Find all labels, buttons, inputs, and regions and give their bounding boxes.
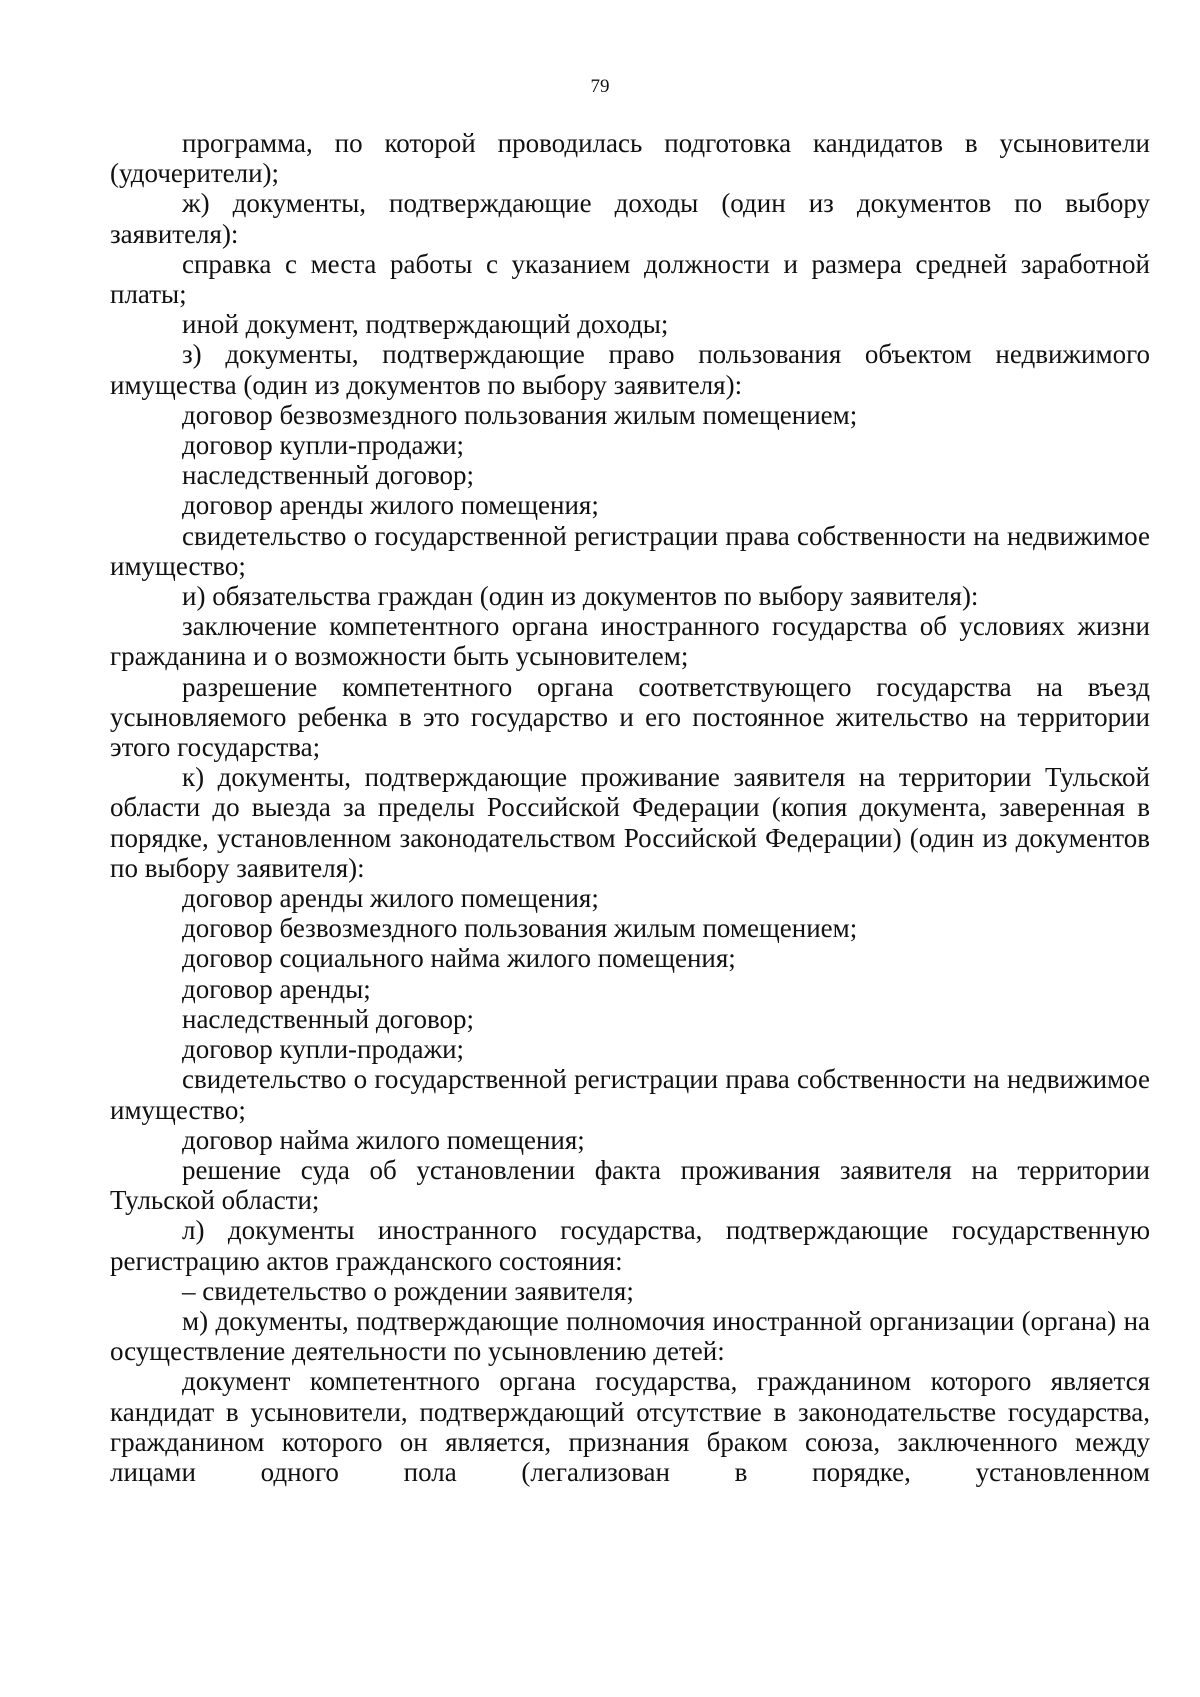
paragraph: договор аренды жилого помещения;	[182, 490, 599, 521]
paragraph: договор купли-продажи;	[182, 430, 465, 461]
paragraph: договор безвозмездного пользования жилым помещением;	[182, 399, 858, 430]
paragraph: свидетельство о государственной регистрации права собственности на недвижимое имущество;	[110, 1064, 1150, 1125]
paragraph: к) документы, подтверждающие проживание заявителя на территории Тульской области до выезда за пределы Российской Федерации (копия документа, заверенная в порядке, установленном законодательством Российской Федерации) (один из документов по выбору заявителя):	[110, 762, 1150, 883]
paragraph: программа, по которой проводилась подготовка кандидатов в усыновители (удочерители);	[110, 128, 1150, 189]
paragraph: л) документы иностранного государства, подтверждающие государственную регистрацию актов гражданского состояния:	[110, 1215, 1150, 1276]
paragraph: разрешение компетентного органа соответствующего государства на въезд усыновляемого ребенка в это государство и его постоянное жительство на территории этого государства;	[110, 671, 1150, 763]
paragraph: свидетельство о государственной регистрации права собственности на недвижимое имущество;	[110, 520, 1150, 581]
paragraph: ж) документы, подтверждающие доходы (один из документов по выбору заявителя):	[110, 188, 1150, 249]
paragraph: договор аренды жилого помещения;	[182, 883, 599, 914]
paragraph: м) документы, подтверждающие полномочия иностранной организации (органа) на осуществление деятельности по усыновлению детей:	[110, 1305, 1150, 1367]
paragraph: договор аренды;	[182, 973, 371, 1004]
document-body	[110, 128, 1150, 1487]
paragraph: договор социального найма жилого помещения;	[182, 943, 736, 974]
paragraph: договор купли-продажи;	[182, 1034, 465, 1065]
paragraph: договор найма жилого помещения;	[182, 1124, 585, 1155]
paragraph: наследственный договор;	[182, 1003, 475, 1034]
paragraph: наследственный договор;	[182, 460, 475, 491]
paragraph: заключение компетентного органа иностранного государства об условиях жизни гражданина и о возможности быть усыновителем;	[110, 611, 1150, 672]
paragraph: решение суда об установлении факта проживания заявителя на территории Тульской области;	[110, 1154, 1150, 1216]
paragraph: документ компетентного органа государства, гражданином которого является кандидат в усыновители, подтверждающий отсутствие в законодательстве государства, гражданином которого он является, признания браком союза, заключенного между лицами одного пола (легализован в порядке, установленном	[110, 1366, 1150, 1487]
paragraph: – свидетельство о рождении заявителя;	[182, 1275, 634, 1306]
paragraph: и) обязательства граждан (один из документов по выбору заявителя):	[182, 581, 979, 612]
paragraph: з) документы, подтверждающие право пользования объектом недвижимого имущества (один из документов по выбору заявителя):	[110, 339, 1150, 400]
paragraph: иной документ, подтверждающий доходы;	[182, 309, 669, 340]
page-number: 79	[590, 76, 610, 97]
paragraph: справка с места работы с указанием должности и размера средней заработной платы;	[110, 248, 1150, 310]
paragraph: договор безвозмездного пользования жилым помещением;	[182, 913, 858, 944]
